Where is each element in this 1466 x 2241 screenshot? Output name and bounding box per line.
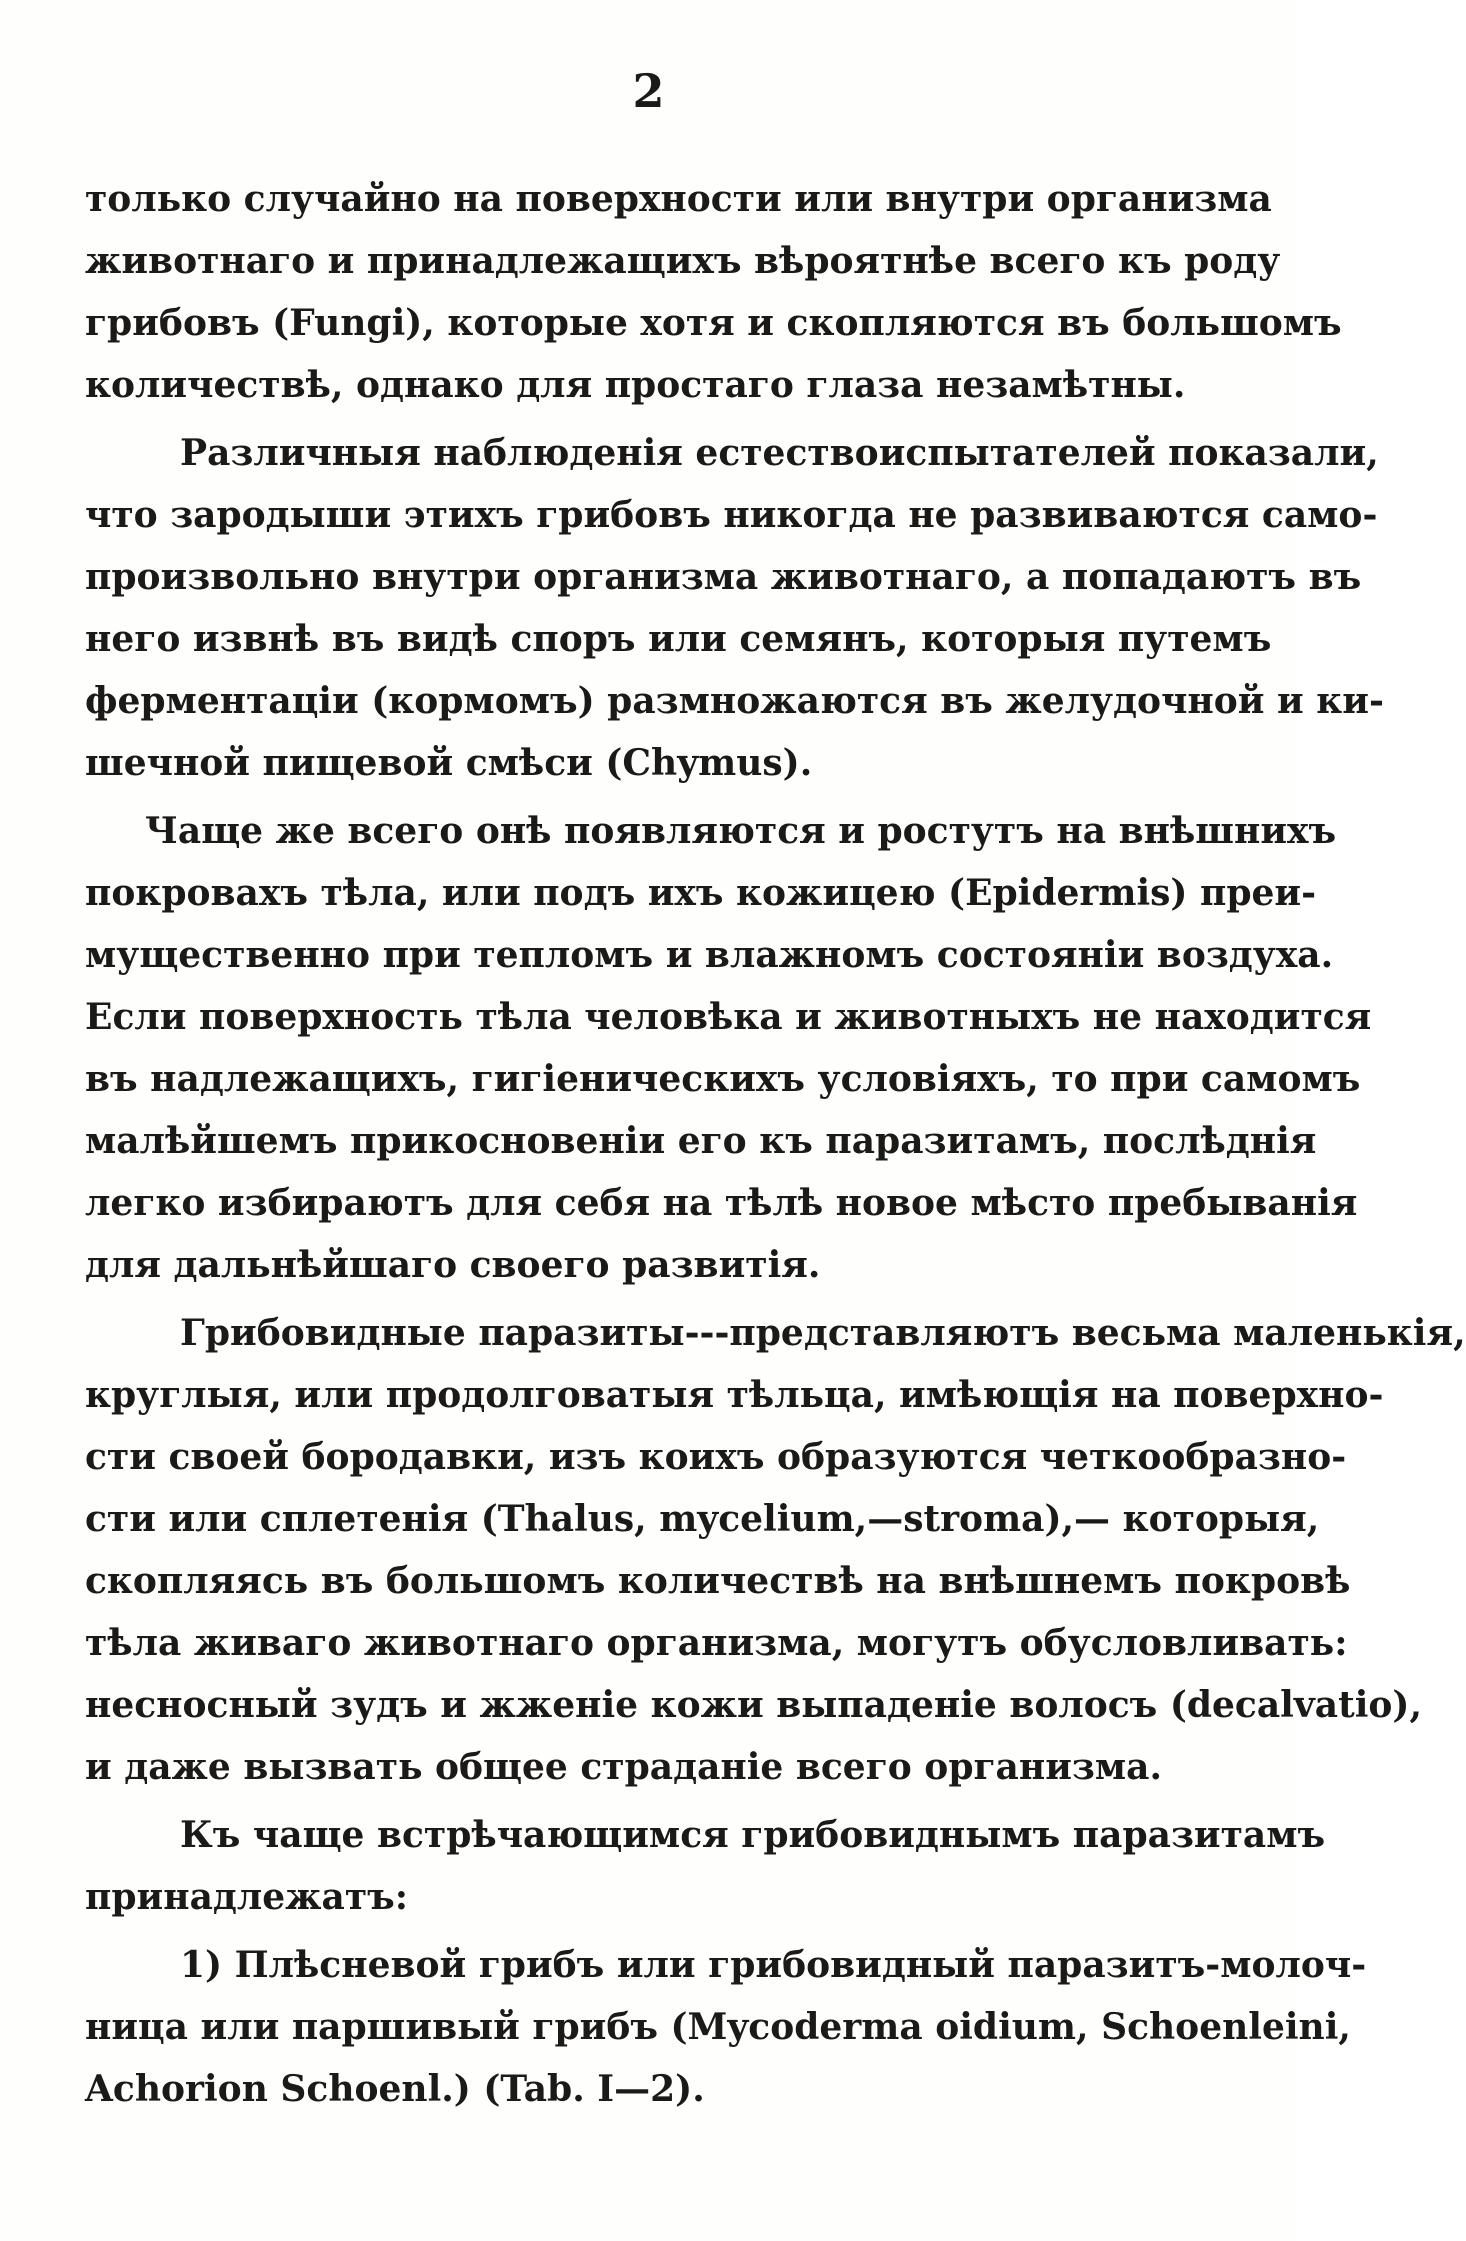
text-line: грибовъ (Fungi), которые хотя и скопляются въ большомъ [85,302,1342,344]
paragraph-fungal-parasites [85,1302,1466,1798]
text-line: ница или паршивый грибъ (Mycoderma oidium, Schoenleini, [85,2006,1351,2048]
text-line: круглыя, или продолговатыя тѣльца, имѣющія на поверхно- [85,1374,1384,1416]
text-line: тѣла живаго животнаго организма, могутъ обусловливать: [85,1622,1348,1664]
text-line: количествѣ, однако для простаго глаза незамѣтны. [85,364,1186,406]
paragraph-common-parasites [85,1804,1326,1928]
text-line: для дальнѣйшаго своего развитія. [85,1244,821,1286]
text-line: и даже вызвать общее страданіе всего организма. [85,1746,1163,1788]
text-line: 1) Плѣсневой грибъ или грибовидный паразитъ-молоч- [180,1944,1367,1986]
paragraph-appearance [85,800,1372,1296]
paragraph-observations [85,422,1384,794]
paragraph-continuation [85,168,1342,416]
text-line: сти своей бородавки, изъ коихъ образуются четкообразно- [85,1436,1347,1478]
text-line: легко избираютъ для себя на тѣлѣ новое мѣсто пребыванія [85,1182,1358,1224]
text-line: ферментаціи (кормомъ) размножаются въ желудочной и ки- [85,680,1384,722]
text-line: животнаго и принадлежащихъ вѣроятнѣе всего къ роду [85,240,1281,282]
text-line: покровахъ тѣла, или подъ ихъ кожицею (Epidermis) преи- [85,872,1317,914]
text-line: въ надлежащихъ, гигіеническихъ условіяхъ, то при самомъ [85,1058,1361,1100]
text-line: шечной пищевой смѣси (Chymus). [85,742,813,784]
text-line: несносный зудъ и жженіе кожи выпаденіе волосъ (decalvatio), [85,1684,1422,1726]
text-line: только случайно на поверхности или внутри организма [85,178,1272,220]
text-line: Если поверхность тѣла человѣка и животныхъ не находится [85,996,1372,1038]
text-line: малѣйшемъ прикосновеніи его къ паразитамъ, послѣднія [85,1120,1317,1162]
text-line: Къ чаще встрѣчающимся грибовиднымъ паразитамъ [180,1814,1326,1856]
text-line: скопляясь въ большомъ количествѣ на внѣшнемъ покровѣ [85,1560,1351,1602]
text-line: принадлежатъ: [85,1876,409,1918]
text-line: что зародыши этихъ грибовъ никогда не развиваются само- [85,494,1378,536]
text-line: мущественно при тепломъ и влажномъ состояніи воздуха. [85,934,1334,976]
text-line: Чаще же всего онѣ появляются и ростутъ на внѣшнихъ [145,810,1337,852]
text-line: сти или сплетенія (Thalus, mycelium,—stroma),— которыя, [85,1498,1320,1540]
text-body [85,168,1466,2120]
text-line: Различныя наблюденія естествоиспытателей показали, [180,432,1379,474]
paragraph-mold-fungus [85,1934,1367,2120]
page-number: 2 [632,64,665,118]
text-line: произвольно внутри организма животнаго, а попадаютъ въ [85,556,1362,598]
text-line: Achorion Schoenl.) (Tab. I—2). [85,2068,705,2110]
text-line: него извнѣ въ видѣ споръ или семянъ, которыя путемъ [85,618,1272,660]
text-line: Грибовидные паразиты---представляютъ весьма маленькія, [180,1312,1466,1354]
